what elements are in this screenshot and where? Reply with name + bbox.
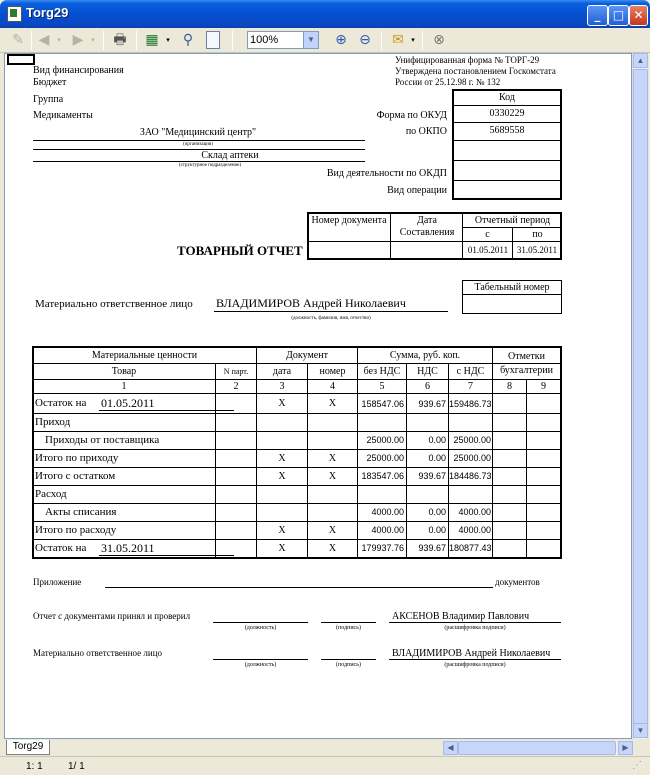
header-sum: Сумма, руб. коп. <box>389 349 461 361</box>
doc-number-header: Номер документа <box>311 215 387 226</box>
col-num: 1 <box>121 381 127 392</box>
scroll-up-icon[interactable]: ▲ <box>633 53 648 68</box>
close-button[interactable]: ✕ <box>629 5 648 26</box>
toolbar-separator <box>103 31 104 50</box>
app-icon <box>7 6 22 22</box>
row-sum-no-vat: 4000.00 <box>371 525 404 535</box>
col-num: 2 <box>233 381 239 392</box>
header-no-vat: без НДС <box>363 366 401 377</box>
signature-caption: (подпись) <box>336 625 361 631</box>
row-sum-with-vat: 4000.00 <box>458 525 491 535</box>
header-values: Материальные ценности <box>91 349 198 361</box>
page-icon[interactable] <box>202 30 224 51</box>
vertical-scroll-thumb[interactable] <box>633 69 648 729</box>
toolbar-separator <box>232 31 233 50</box>
header-marks: Отметки бухгалтерии <box>500 350 553 376</box>
row-sum-with-vat: 180877.43 <box>449 543 492 553</box>
maximize-button[interactable]: □ <box>608 5 629 26</box>
accepted-label: Отчет с документами принял и проверил <box>33 611 191 621</box>
email-dropdown-icon[interactable]: ▾ <box>411 36 415 44</box>
zoom-select[interactable] <box>247 31 319 49</box>
row-x-number: X <box>328 398 337 409</box>
row-date: 31.05.2011 <box>101 541 155 555</box>
col-num: 6 <box>425 381 430 392</box>
form-line-3: России от 25.12.98 г. № 132 <box>395 77 501 87</box>
header-with-vat: с НДС <box>456 366 485 377</box>
row-sum-with-vat: 4000.00 <box>458 507 491 517</box>
row-label: Приход <box>35 416 71 428</box>
toolbar-separator <box>136 31 137 50</box>
row-x-number: X <box>328 471 337 482</box>
back-icon[interactable]: ◀ <box>38 32 50 48</box>
close-document-icon[interactable]: ⊗ <box>433 32 445 48</box>
signature-caption: (подпись) <box>336 662 361 668</box>
zoom-value: 100% <box>250 34 279 46</box>
status-pages: 1/ 1 <box>68 761 85 772</box>
row-x-date: X <box>278 471 286 482</box>
header-number: номер <box>319 366 346 377</box>
row-sum-with-vat: 184486.73 <box>449 471 492 481</box>
header-goods: Товар <box>111 366 137 377</box>
excel-export-icon[interactable]: ▦ <box>145 32 159 48</box>
group-value: Медикаменты <box>33 110 93 121</box>
doc-date-header: Дата Составления <box>399 215 455 238</box>
status-bar <box>0 756 650 775</box>
financing-label: Вид финансирования <box>33 65 124 76</box>
forward-icon[interactable]: ▶ <box>72 32 84 48</box>
position-caption: (должность) <box>244 625 277 631</box>
organization-caption: (организация) <box>183 142 213 147</box>
resize-grip-icon[interactable]: ⋰ <box>632 760 642 771</box>
sheet-tab[interactable]: Torg29 <box>6 740 50 755</box>
decode-caption: (расшифровка подписи) <box>444 662 506 668</box>
department-name: Склад аптеки <box>201 150 259 161</box>
toolbar <box>0 28 650 53</box>
row-sum-with-vat: 25000.00 <box>453 453 491 463</box>
header-part: N парт. <box>223 367 249 376</box>
row-label: Приходы от поставщика <box>45 434 160 446</box>
row-x-number: X <box>328 525 337 536</box>
row-sum-with-vat: 25000.00 <box>453 435 491 445</box>
row-x-number: X <box>328 453 337 464</box>
export-dropdown-icon[interactable]: ▾ <box>166 36 170 44</box>
row-label: Итого по расходу <box>35 524 117 536</box>
chevron-down-icon: ▼ <box>303 32 318 48</box>
financing-value: Бюджет <box>33 77 67 88</box>
period-to-label: по <box>532 229 543 240</box>
row-sum-no-vat: 179937.76 <box>361 543 404 553</box>
toolbar-separator <box>422 31 423 50</box>
row-x-number: X <box>328 543 337 554</box>
row-x-date: X <box>278 543 286 554</box>
col-num: 4 <box>330 381 335 392</box>
col-num: 5 <box>379 381 385 392</box>
footer-responsible-label: Материально ответственное лицо <box>33 648 163 658</box>
row-vat: 939.67 <box>418 471 446 481</box>
period-to: 31.05.2011 <box>516 245 558 255</box>
attach-icon[interactable]: ✎ <box>12 32 24 48</box>
row-vat: 0.00 <box>428 525 446 535</box>
scroll-right-icon[interactable]: ▶ <box>618 741 633 755</box>
status-position: 1: 1 <box>26 761 43 772</box>
header-document: Документ <box>286 349 328 361</box>
row-vat: 0.00 <box>428 435 446 445</box>
toolbar-separator <box>381 31 382 50</box>
zoom-in-icon[interactable]: ⊕ <box>335 32 347 48</box>
row-x-date: X <box>278 525 286 536</box>
form-line-2: Утверждена постановлением Госкомстата <box>395 66 556 76</box>
zoom-out-icon[interactable]: ⊖ <box>359 32 371 48</box>
okdp-label: Вид деятельности по ОКДП <box>326 168 447 179</box>
responsible-caption: (должность, фамилия, имя, отчество) <box>291 316 371 321</box>
department-caption: (структурное подразделение) <box>178 163 242 168</box>
row-label: Остаток на <box>35 397 87 409</box>
window-title: Torg29 <box>26 5 69 20</box>
row-label: Итого с остатком <box>35 470 116 482</box>
preview-search-icon[interactable]: ⚲ <box>182 32 194 48</box>
toolbar-separator <box>31 31 32 50</box>
document-page <box>4 53 632 739</box>
scroll-down-icon[interactable]: ▼ <box>633 723 648 738</box>
row-vat: 0.00 <box>428 507 446 517</box>
header-vat: НДС <box>417 366 438 377</box>
report-title: ТОВАРНЫЙ ОТЧЕТ <box>177 243 303 258</box>
col-num: 3 <box>279 381 285 392</box>
tabel-number-label: Табельный номер <box>474 282 550 293</box>
horizontal-scrollbar[interactable] <box>443 741 633 755</box>
row-x-date: X <box>278 398 286 409</box>
row-vat: 939.67 <box>418 543 446 553</box>
vertical-scrollbar[interactable] <box>632 53 647 739</box>
back-dropdown-icon[interactable]: ▾ <box>57 36 61 44</box>
row-label: Акты списания <box>45 506 117 518</box>
code-header: Код <box>499 92 515 103</box>
form-line-1: Унифицированная форма № ТОРГ-29 <box>395 55 540 65</box>
email-icon[interactable]: ✉ <box>392 32 404 48</box>
row-label: Итого по приходу <box>35 452 119 464</box>
col-num: 7 <box>468 381 473 392</box>
period-header: Отчетный период <box>474 215 551 226</box>
decode-caption: (расшифровка подписи) <box>444 625 506 631</box>
attachment-label: Приложение <box>33 577 82 587</box>
okpo-value: 5689558 <box>489 125 525 136</box>
organization-name: ЗАО "Медицинский центр" <box>139 127 257 138</box>
header-date: дата <box>272 366 292 377</box>
okud-value: 0330229 <box>489 108 525 119</box>
row-date: 01.05.2011 <box>101 396 155 410</box>
row-sum-no-vat: 25000.00 <box>366 435 404 445</box>
row-label: Остаток на <box>35 542 87 554</box>
period-from: 01.05.2011 <box>467 245 509 255</box>
row-vat: 0.00 <box>428 453 446 463</box>
row-label: Расход <box>35 488 67 500</box>
row-sum-no-vat: 183547.06 <box>361 471 404 481</box>
scroll-left-icon[interactable]: ◀ <box>443 741 458 755</box>
title-bar <box>0 0 650 28</box>
row-x-date: X <box>278 453 286 464</box>
horizontal-scroll-thumb[interactable] <box>458 741 616 755</box>
position-caption: (должность) <box>244 662 277 668</box>
responsible-name: ВЛАДИМИРОВ Андрей Николаевич <box>216 296 406 310</box>
row-sum-no-vat: 4000.00 <box>371 507 404 517</box>
operation-label: Вид операции <box>387 185 447 196</box>
accepted-name: АКСЕНОВ Владимир Павлович <box>392 611 530 622</box>
row-sum-no-vat: 25000.00 <box>366 453 404 463</box>
col-num: 8 <box>507 381 512 392</box>
documents-label: документов <box>495 577 540 587</box>
period-from-label: с <box>485 229 490 240</box>
minimize-button[interactable]: _ <box>587 5 608 26</box>
print-icon[interactable]: 🖶 <box>113 32 127 48</box>
footer-responsible-name: ВЛАДИМИРОВ Андрей Николаевич <box>392 648 551 659</box>
cell-cursor[interactable] <box>7 54 35 65</box>
forward-dropdown-icon[interactable]: ▾ <box>91 36 95 44</box>
row-sum-no-vat: 158547.06 <box>361 399 404 409</box>
col-num: 9 <box>541 381 546 392</box>
row-sum-with-vat: 159486.73 <box>449 399 492 409</box>
group-label: Группа <box>33 94 64 105</box>
row-vat: 939.67 <box>418 399 446 409</box>
okpo-label: по ОКПО <box>405 126 447 137</box>
okud-label: Форма по ОКУД <box>376 110 447 121</box>
responsible-label: Материально ответственное лицо <box>35 298 193 310</box>
